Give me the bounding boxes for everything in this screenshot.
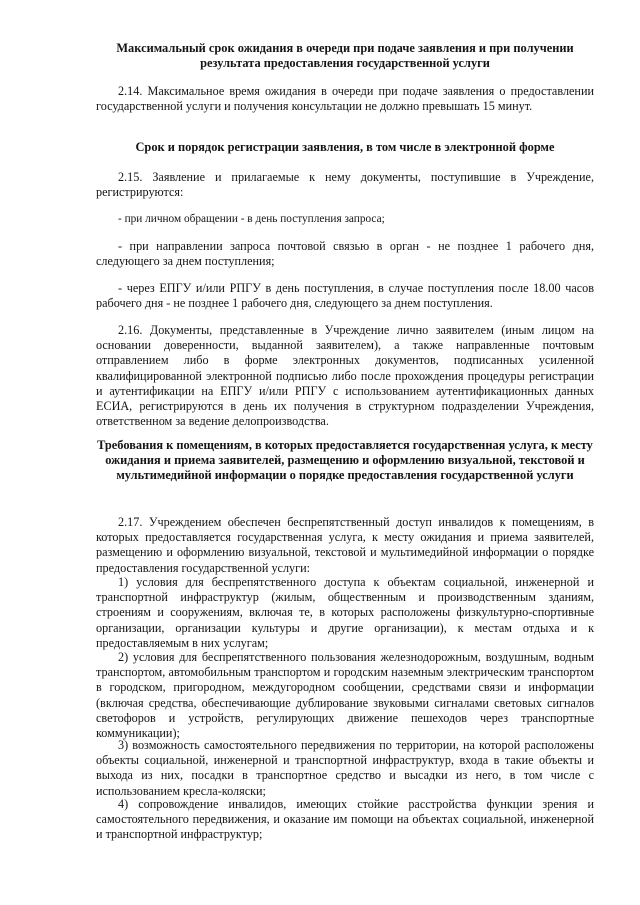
paragraph-2-15-mail: - при направлении запроса почтовой связью в орган - не позднее 1 рабочего дня, следующего за днем поступления; <box>96 239 594 269</box>
heading-max-wait: Максимальный срок ожидания в очереди при подаче заявления и при получении результата предоставления государственной услуги <box>116 41 574 70</box>
list-item-1: 1) условия для беспрепятственного доступа к объектам социальной, инженерной и транспортной инфраструктур (жилым, общественным и производственным зданиям, строениям и сооружениям, включая те, в которых расположены физкультурно-спортивные организации, организации культуры и другие организации), к местам отдыха и к предоставляемым в них услугам; <box>96 575 594 650</box>
heading-premises: Требования к помещениям, в которых предоставляется государственная услуга, к месту ожидания и приема заявителей, размещению и оформлению визуальной, текстовой и мультимедийной информации о порядке предоставления государственной услуги <box>97 438 593 482</box>
list-item-3: 3) возможность самостоятельного передвижения по территории, на которой расположены объекты социальной, инженерной и транспортной инфраструктур, входа в такие объекты и выхода из них, посадки в транспортное средство и высадки из него, в том числе с использованием кресла-коляски; <box>96 738 594 798</box>
list-item-2: 2) условия для беспрепятственного пользования железнодорожным, воздушным, водным транспортом, автомобильным транспортом и городским наземным электрическим транспортом в городском, пригородном, междугородном сообщении, средствами связи и информации (включая средства, обеспечивающие дублирование звуковыми сигналами световых сигналов светофоров и устройств, регулирующих движение пешеходов через транспортные коммуникации); <box>96 650 594 741</box>
list-item-4: 4) сопровождение инвалидов, имеющих стойкие расстройства функции зрения и самостоятельного передвижения, и оказание им помощи на объектах социальной, инженерной и транспортной инфраструктур; <box>96 797 594 842</box>
paragraph-2-17: 2.17. Учреждением обеспечен беспрепятственный доступ инвалидов к помещениям, в которых предоставляется государственная услуга, к месту ожидания и приема заявителей, размещению и оформлению визуальной, текстовой и мультимедийной информации о порядке предоставления государственной услуги: <box>96 515 594 575</box>
paragraph-2-16: 2.16. Документы, представленные в Учреждение лично заявителем (иным лицом на основании доверенности, выданной заявителем), а также направленные почтовым отправлением либо в форме электронных документов, подписанных усиленной квалифицированной электронной подписью либо после прохождения процедуры регистрации и аутентификации на ЕПГУ и/или РПГУ с использованием аутентификационных данных ЕСИА, регистрируются в день их получения в структурном подразделении Учреждения, ответственном за ведение делопроизводства. <box>96 323 594 429</box>
paragraph-2-14: 2.14. Максимальное время ожидания в очереди при подаче заявления о предоставлении государственной услуги и получения консультации не должно превышать 15 минут. <box>96 84 594 114</box>
paragraph-2-15-personal: - при личном обращении - в день поступления запроса; <box>118 213 385 225</box>
paragraph-2-15: 2.15. Заявление и прилагаемые к нему документы, поступившие в Учреждение, регистрируются: <box>96 170 594 200</box>
paragraph-2-15-portal: - через ЕПГУ и/или РПГУ в день поступления, в случае поступления после 18.00 часов рабочего дня - не позднее 1 рабочего дня, следующего за днем поступления. <box>96 281 594 311</box>
heading-registration: Срок и порядок регистрации заявления, в том числе в электронной форме <box>135 140 555 154</box>
